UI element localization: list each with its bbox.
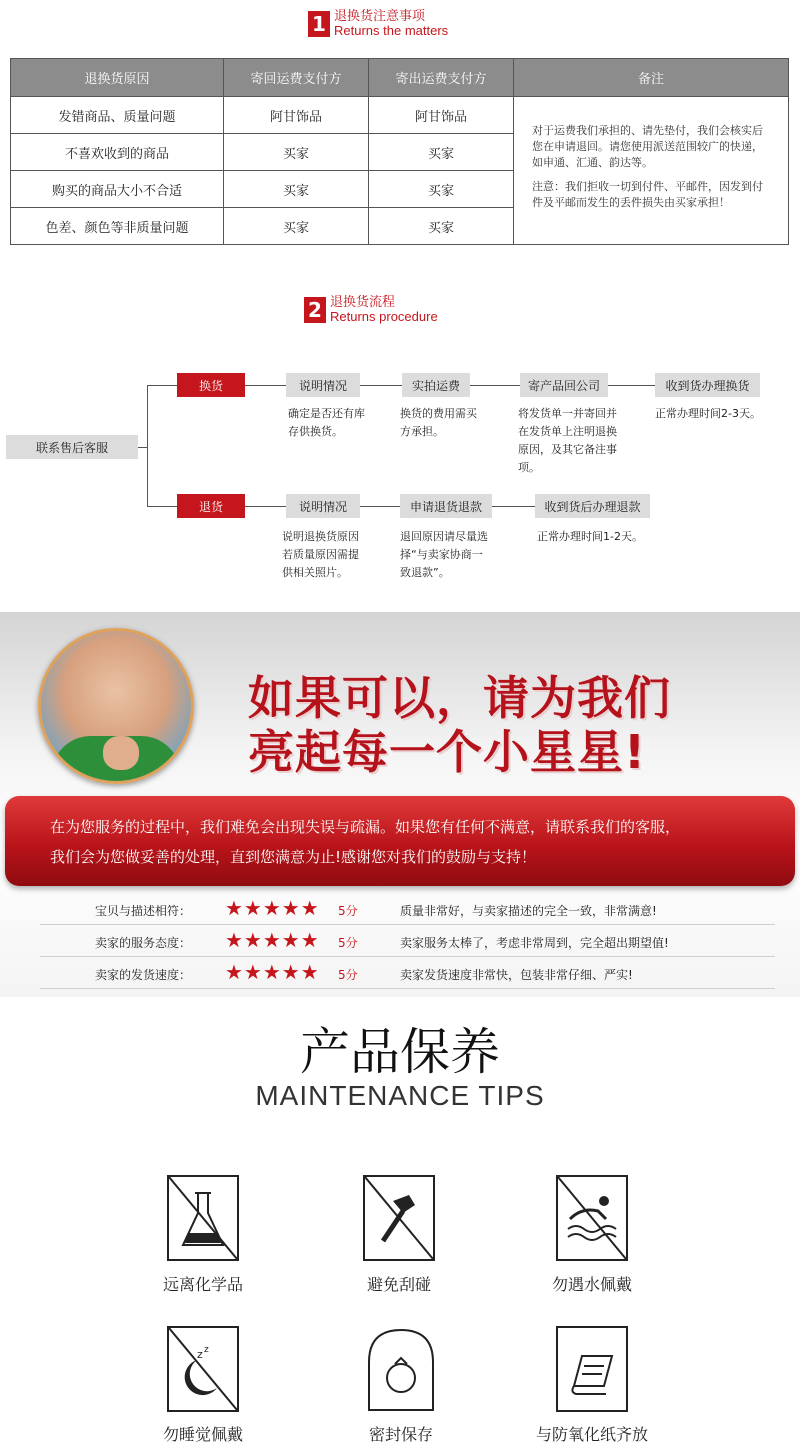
svg-text:z: z [204, 1345, 209, 1355]
tip-label: 勿遇水佩戴 [551, 1275, 632, 1294]
rating-label: 卖家的发货速度： [95, 968, 192, 982]
section-title-en: Returns the matters [334, 22, 449, 38]
rating-score: 5分 [338, 904, 358, 918]
tip-label: 避免刮碰 [366, 1275, 431, 1294]
refund-desc: 正常办理时间1-2天。 [537, 530, 643, 543]
headline-line1: 如果可以，请为我们 [248, 671, 671, 725]
section-title-cn: 退换货流程 [330, 295, 396, 310]
refund-desc: 说明退换货原因若质量原因需提供相关照片。 [282, 530, 359, 579]
refund-step: 申请退货退款 [400, 494, 492, 518]
star-rating-icon: ★★★★★ [225, 928, 320, 952]
rating-comment: 卖家服务太棒了，考虑非常周到，完全超出期望值! [400, 936, 669, 950]
baby-photo [38, 628, 194, 784]
sealed-storage-icon [365, 1326, 437, 1412]
table-cell: 买家 [224, 171, 369, 208]
table-header: 退换货原因 [11, 59, 224, 97]
table-cell: 阿甘饰品 [369, 97, 514, 134]
tip-label: 密封保存 [368, 1425, 433, 1444]
refund-step: 收到货后办理退款 [535, 494, 650, 518]
tip-label: 勿睡觉佩戴 [162, 1425, 243, 1444]
rating-label: 宝贝与描述相符： [95, 904, 192, 918]
maintenance-title-cn: 产品保养 [300, 1023, 500, 1081]
rating-label: 卖家的服务态度： [95, 936, 192, 950]
maintenance-title-en: MAINTENANCE TIPS [255, 1080, 545, 1111]
note-warning: 注意：我们拒收一切到付件、平邮件，因发到付件及平邮而发生的丢件损失由买家承担！ [532, 179, 763, 209]
apology-band [5, 796, 795, 886]
star-rating-icon: ★★★★★ [225, 960, 320, 984]
returns-table [10, 58, 789, 245]
table-cell: 不喜欢收到的商品 [11, 134, 224, 171]
table-cell: 买家 [224, 134, 369, 171]
anti-oxidation-paper-icon [556, 1326, 628, 1412]
exchange-node: 换货 [177, 373, 245, 397]
table-row [11, 97, 789, 134]
section-title-en: Returns procedure [330, 308, 438, 324]
exchange-desc: 将发货单一并寄回并在发货单上注明退换原因，及其它备注事项。 [518, 407, 617, 474]
table-header: 寄出运费支付方 [369, 59, 514, 97]
band-text: 在为您服务的过程中，我们难免会出现失误与疏漏。如果您有任何不满意，请联系我们的客服， [50, 818, 681, 836]
no-chemicals-icon [167, 1175, 239, 1261]
note-text: 对于运费我们承担的、请先垫付，我们会核实后您在申请退回。请您使用派送范围较广的快递，如申通、汇通、韵达等。 [532, 123, 763, 169]
table-header: 寄回运费支付方 [224, 59, 369, 97]
refund-desc: 退回原因请尽量选择“与卖家协商一致退款”。 [400, 530, 488, 579]
rating-score: 5分 [338, 968, 358, 982]
exchange-desc: 换货的费用需买方承担。 [400, 407, 477, 438]
exchange-step: 实拍运费 [402, 373, 470, 397]
headline-line2: 亮起每一个小星星! [248, 725, 646, 779]
table-cell: 买家 [369, 171, 514, 208]
tip-label: 远离化学品 [162, 1275, 243, 1294]
table-cell: 买家 [224, 208, 369, 245]
star-rating-icon: ★★★★★ [225, 896, 320, 920]
exchange-step: 寄产品回公司 [520, 373, 608, 397]
svg-text:z: z [197, 1348, 203, 1361]
no-impact-icon [363, 1175, 435, 1261]
no-water-icon [556, 1175, 628, 1261]
section-number: 1 [308, 11, 330, 37]
table-cell: 阿甘饰品 [224, 97, 369, 134]
notes-cell [514, 97, 789, 245]
exchange-step: 说明情况 [286, 373, 360, 397]
table-header: 备注 [514, 59, 789, 97]
table-cell: 发错商品、质量问题 [11, 97, 224, 134]
table-cell: 买家 [369, 208, 514, 245]
exchange-desc: 确定是否还有库存供换货。 [288, 407, 365, 438]
table-cell: 买家 [369, 134, 514, 171]
no-sleep-icon [167, 1326, 239, 1412]
procedure-section-header [304, 296, 438, 323]
band-text: 我们会为您做妥善的处理，直到您满意为止!感谢您对我们的鼓励与支持！ [50, 848, 537, 866]
refund-node: 退货 [177, 494, 245, 518]
exchange-step: 收到货办理换货 [655, 373, 760, 397]
section-title-cn: 退换货注意事项 [334, 9, 426, 24]
rating-score: 5分 [338, 936, 358, 950]
table-cell: 购买的商品大小不合适 [11, 171, 224, 208]
rating-comment: 质量非常好，与卖家描述的完全一致，非常满意! [400, 904, 657, 918]
rating-row [40, 958, 775, 989]
rating-row [40, 894, 775, 925]
rating-comment: 卖家发货速度非常快，包装非常仔细、严实! [400, 968, 633, 982]
contact-service-node: 联系售后客服 [6, 435, 138, 459]
exchange-desc: 正常办理时间2-3天。 [655, 407, 761, 420]
refund-step: 说明情况 [286, 494, 360, 518]
table-cell: 色差、颜色等非质量问题 [11, 208, 224, 245]
rating-row [40, 926, 775, 957]
tip-label: 与防氧化纸齐放 [535, 1425, 648, 1444]
returns-section-header [308, 10, 448, 37]
section-number: 2 [304, 297, 326, 323]
